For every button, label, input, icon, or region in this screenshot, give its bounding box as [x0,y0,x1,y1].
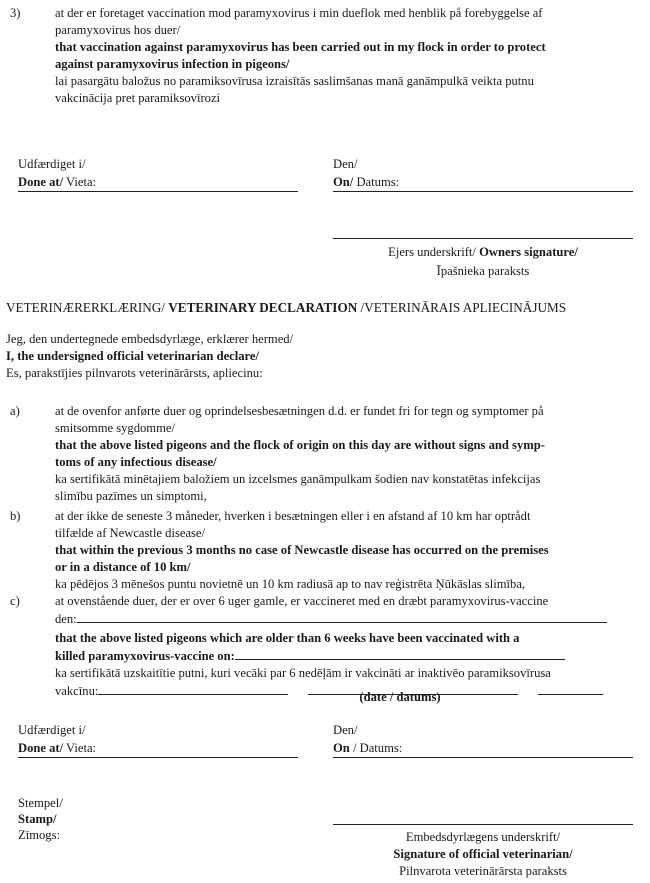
stamp-en: Stamp/ [18,812,57,826]
s3-line-en-1: that vaccination against paramyxovirus has been carried out in my flock in order to protect [55,40,546,54]
clause-c-text [55,593,645,700]
c-lv-1: ka sertifikātā uzskaitītie putni, kuri vecāki par 6 nedēļām ir vakcināti ar inaktivēo paramiksovīrusa [55,666,551,680]
c-en-2-row [55,647,645,665]
a-dk-1: at de ovenfor anførte duer og oprindelsesbesætningen d.d. er fundet fri for tegn og symptomer på [55,404,544,418]
a-en-1: that the above listed pigeons and the flock of origin on this day are without signs and symp- [55,438,545,452]
intro-dk: Jeg, den undertegnede embedsdyrlæge, erklærer hermed/ [6,332,294,346]
owner-done-at-en: Done at/ [18,175,64,189]
s3-line-dk-2: paramyxovirus hos duer/ [55,23,181,37]
b-lv-1: ka pēdējos 3 mēnešos puntu novietnē un 10 km radiusā ap to nav reģistrēta Ņūkāslas slimība, [55,577,526,591]
b-dk-2: tilfælde af Newcastle disease/ [55,526,206,540]
owner-signature-label [333,244,633,261]
stamp-lv: Zīmogs: [18,828,60,842]
owner-done-at-dk: Udfærdiget i/ [18,157,86,171]
b-en-2: or in a distance of 10 km/ [55,560,191,574]
owner-on-en: On/ [333,175,354,189]
clause-a-number: a) [10,404,20,418]
b-dk-1: at der ikke de seneste 3 måneder, hverken i besætningen eller i en afstand af 10 km har optrådt [55,509,531,523]
owner-on-label [333,174,399,191]
vet-signature-dk: Embedsdyrlægens underskrift/ [405,830,561,844]
s3-line-dk-1: at der er foretaget vaccination mod paramyxovirus i min dueflok med henblik på forebyggelse af [55,6,543,20]
owner-done-at-label [18,174,96,191]
a-en-2: toms of any infectious disease/ [55,455,217,469]
vet-done-at-lv: Vieta: [63,741,97,755]
intro-en: I, the undersigned official veterinarian declare/ [6,349,260,363]
vet-done-at-en: Done at/ [18,741,64,755]
clause-c-number: c) [10,594,20,608]
vet-signature-field[interactable] [333,824,633,825]
vet-heading-lv: /VETERINĀRAIS APLIECINĀJUMS [357,300,567,315]
veterinary-declaration-heading [6,299,566,316]
section-3-text [55,5,645,107]
c-dk-2-row [55,610,645,628]
owner-on-field[interactable] [333,191,633,192]
vet-on-label [333,740,402,757]
owner-signature-dk: Ejers underskrift/ [388,245,480,259]
c-dk-date-field[interactable] [77,610,607,623]
clause-b-number: b) [10,509,21,523]
a-lv-2: slimību pazīmes un simptomi, [55,489,207,503]
vet-on-dk: Den/ [333,723,358,737]
vet-on-field[interactable] [333,757,633,758]
b-en-1: that within the previous 3 months no case of Newcastle disease has occurred on the premises [55,543,549,557]
clause-a-text [55,403,645,505]
intro-lv: Es, parakstījies pilnvarots veterinārārsts, apliecinu: [6,366,263,380]
a-dk-2: smitsomme sygdomme/ [55,421,175,435]
vet-done-at-field[interactable] [18,757,298,758]
c-date-label: (date / datums) [359,690,441,704]
vet-done-at-label [18,740,96,757]
vet-on-lv: / Datums: [349,741,403,755]
c-lv-2: vakcīnu: [55,684,99,698]
vet-done-at-dk: Udfærdiget i/ [18,723,86,737]
clause-b-text [55,508,645,593]
vet-heading-dk: VETERINÆRERKLÆRING/ [6,300,169,315]
s3-line-en-2: against paramyxovirus infection in pigeons/ [55,57,290,71]
owner-signature-en: Owners signature/ [479,245,578,259]
c-en-2: killed paramyxovirus-vaccine on: [55,649,235,663]
a-lv-1: ka sertifikātā minētajiem baložiem un izcelsmes ganāmpulkam šodien nav konstatētas infekcijas [55,472,541,486]
stamp-dk: Stempel/ [18,796,63,810]
c-en-date-field[interactable] [235,647,565,660]
owner-done-at-field[interactable] [18,191,298,192]
c-en-1: that the above listed pigeons which are older than 6 weeks have been vaccinated with a [55,631,520,645]
owner-done-at-lv: Vieta: [63,175,97,189]
owner-on-lv: Datums: [353,175,400,189]
owner-signature-lv: Īpašnieka paraksts [436,264,530,278]
vet-signature-en: Signature of official veterinarian/ [393,847,573,861]
s3-line-lv-1: lai pasargātu baložus no paramiksovīrusa izraisītās saslimšanas manā ganāmpulkā veikta putnu [55,74,534,88]
owner-on-dk: Den/ [333,157,358,171]
vet-signature-lv: Pilnvarota veterinārārsta paraksts [399,864,567,878]
vet-on-en: On [333,741,350,755]
c-lv-date-field-3[interactable] [538,682,603,695]
c-dk-2: den: [55,612,77,626]
s3-line-lv-2: vakcinācija pret paramiksovīrozi [55,91,221,105]
vet-heading-en: VETERINARY DECLARATION [168,300,358,315]
owner-signature-field[interactable] [333,238,633,239]
c-dk-1: at ovenstående duer, der er over 6 uger gamle, er vaccineret med en dræbt paramyxovirus-vaccine [55,594,549,608]
section-3-number: 3) [10,6,21,20]
c-lv-date-field[interactable] [98,682,288,695]
